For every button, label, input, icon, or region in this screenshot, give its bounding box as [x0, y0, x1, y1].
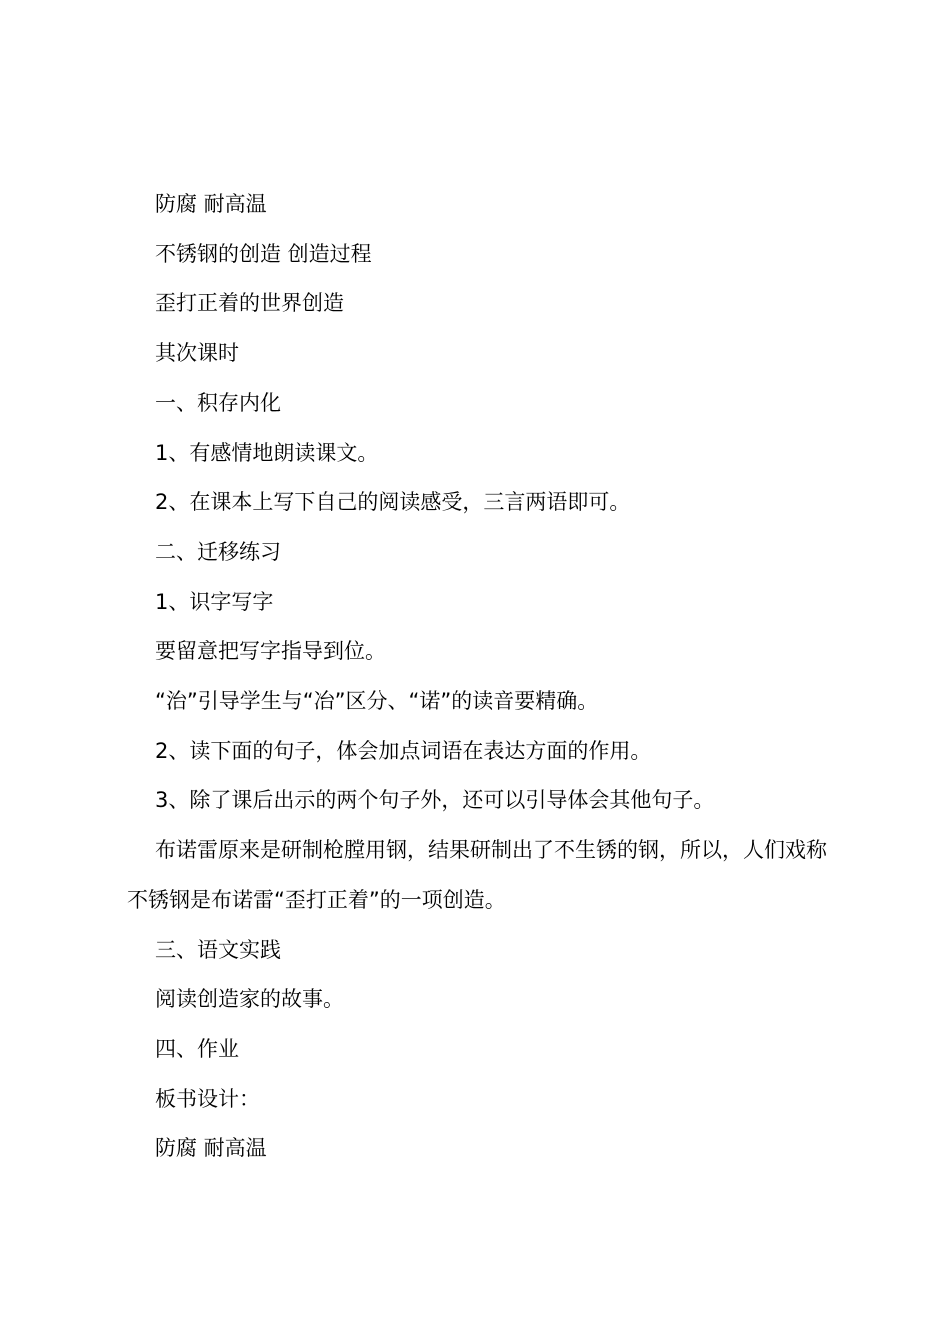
section-heading-second-lesson: 其次课时 [155, 341, 239, 366]
board-line-accident: 歪打正着的世界创造 [155, 291, 344, 316]
board-line-corrosion: 防腐 耐高温 [155, 192, 267, 216]
section-heading-practice-chinese: 三、语文实践 [155, 937, 281, 962]
document-body [127, 180, 837, 1174]
section-heading-homework: 四、作业 [155, 1036, 239, 1061]
board-line-stainless: 不锈钢的创造 创造过程 [155, 241, 372, 266]
paragraph: “治”引导学生与“冶”区分、“诺”的读音要精确。 [155, 689, 599, 714]
section-heading-practice: 二、迁移练习 [155, 539, 281, 564]
paragraph: 阅读创造家的故事。 [155, 987, 344, 1012]
section-heading-internalize: 一、积存内化 [155, 390, 281, 415]
list-item: 2、在课本上写下自己的阅读感受，三言两语即可。 [155, 490, 631, 515]
list-item: 2、读下面的句子，体会加点词语在表达方面的作用。 [155, 738, 652, 763]
example-sentence: 布诺雷原来是研制枪膛用钢，结果研制出了不生锈的钢，所以，人们戏称不锈钢是布诺雷“歪打正着”的一项创造。 [127, 838, 827, 912]
list-item: 1、识字写字 [155, 589, 274, 614]
list-item: 3、除了课后出示的两个句子外，还可以引导体会其他句子。 [155, 788, 715, 813]
board-design-label: 板书设计： [155, 1086, 260, 1111]
board-line-corrosion-repeat: 防腐 耐高温 [155, 1136, 267, 1161]
list-item: 1、有感情地朗读课文。 [155, 440, 379, 465]
paragraph: 要留意把写字指导到位。 [155, 639, 386, 664]
